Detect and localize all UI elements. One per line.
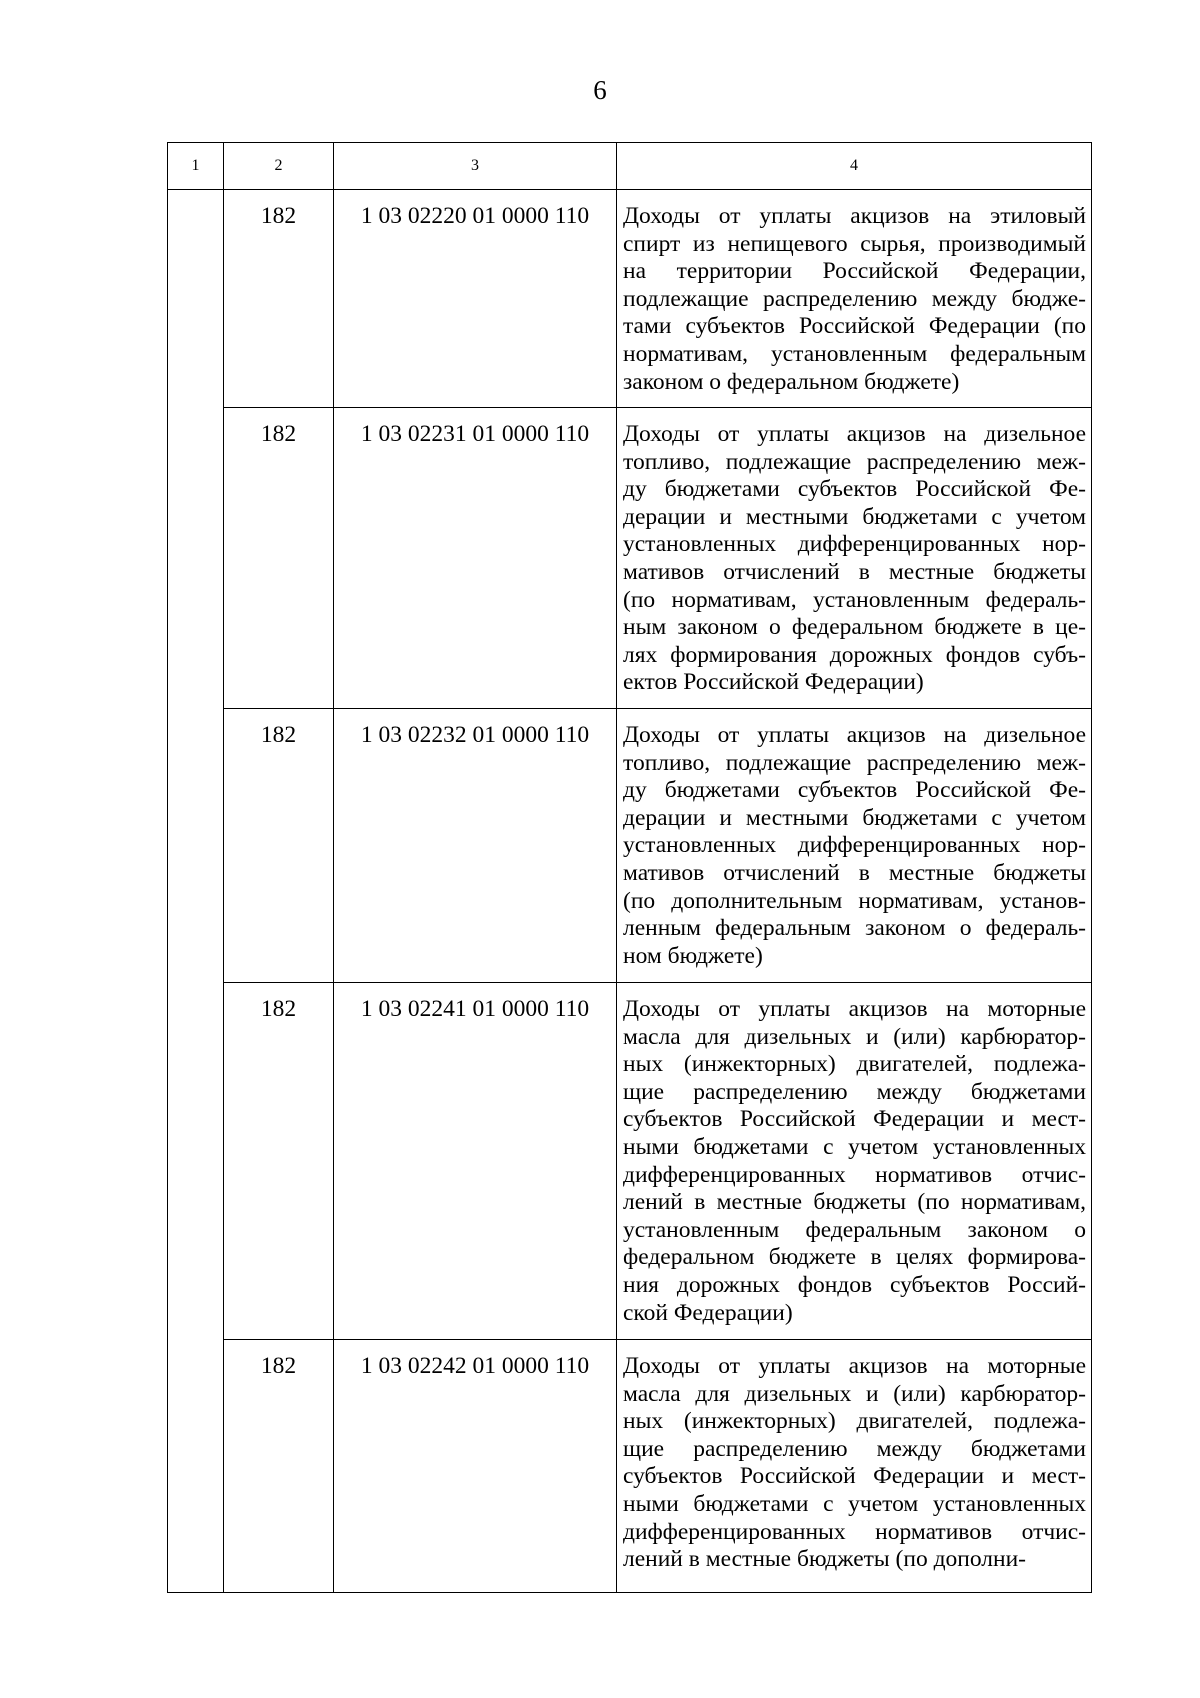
description-line: ным законом о федеральном бюджете в це- [623,614,1086,641]
revenue-description-cell [617,190,1092,408]
admin-code-cell: 182 [224,190,334,408]
description-line: масла для дизельных и (или) карбюратор- [623,1380,1086,1407]
table-row [168,709,1092,983]
revenue-description-cell [617,709,1092,983]
description-line: ду бюджетами субъектов Российской Фе- [623,476,1086,503]
description-line: Доходы от уплаты акцизов на этиловый [623,203,1086,229]
header-cell-col-1: 1 [168,143,224,190]
revenue-description-cell [617,1340,1092,1593]
description-line: установленных дифференцированных нор- [623,832,1086,859]
description-line: ном бюджете) [623,942,763,969]
description-line: федеральном бюджете в целях формирова- [623,1244,1086,1271]
budget-classification-code-cell: 1 03 02241 01 0000 110 [334,983,617,1340]
description-line: ных (инжекторных) двигателей, подлежа- [623,1408,1086,1435]
description-line: (по нормативам, установленным федераль- [623,586,1086,613]
description-line: установленных дифференцированных нор- [623,531,1086,558]
description-line: ными бюджетами с учетом установленных [623,1133,1086,1160]
description-line: лений в местные бюджеты (по нормативам, [623,1189,1086,1216]
description-line: на территории Российской Федерации, [623,258,1086,285]
description-line: спирт из непищевого сырья, производимый [623,230,1086,257]
description-line: Доходы от уплаты акцизов на моторные [623,996,1086,1022]
description-line: Доходы от уплаты акцизов на дизельное [623,421,1086,447]
description-line: дифференцированных нормативов отчис- [623,1161,1086,1188]
description-line: топливо, подлежащие распределению меж- [623,749,1086,776]
description-line: Доходы от уплаты акцизов на моторные [623,1353,1086,1379]
description-line: нормативам, установленным федеральным [623,340,1086,367]
header-cell-col-3: 3 [334,143,617,190]
table-row [168,408,1092,709]
description-line: установленным федеральным законом о [623,1216,1086,1243]
description-line: топливо, подлежащие распределению меж- [623,448,1086,475]
description-line: ду бюджетами субъектов Российской Фе- [623,777,1086,804]
description-line: ными бюджетами с учетом установленных [623,1490,1086,1517]
description-line: дифференцированных нормативов отчис- [623,1518,1086,1545]
budget-classification-code-cell: 1 03 02231 01 0000 110 [334,408,617,709]
header-cell-col-4: 4 [617,143,1092,190]
description-line: законом о федеральном бюджете) [623,368,960,395]
description-line: ния дорожных фондов субъектов Россий- [623,1271,1086,1298]
description-line: ных (инжекторных) двигателей, подлежа- [623,1051,1086,1078]
admin-code-cell: 182 [224,408,334,709]
header-cell-col-2: 2 [224,143,334,190]
revenue-codes-table-wrap [167,142,1091,1591]
description-line: ектов Российской Федерации) [623,669,924,696]
budget-classification-code-cell: 1 03 02220 01 0000 110 [334,190,617,408]
description-line: ской Федерации) [623,1299,793,1326]
table-header-row [168,143,1092,190]
description-line: Доходы от уплаты акцизов на дизельное [623,722,1086,748]
col-1-merged-cell [168,190,224,1593]
description-line: субъектов Российской Федерации и мест- [623,1106,1086,1133]
description-line: лений в местные бюджеты (по дополни- [623,1546,1027,1573]
table-body [168,143,1092,1593]
description-line: субъектов Российской Федерации и мест- [623,1463,1086,1490]
description-line: щие распределению между бюджетами [623,1435,1086,1462]
revenue-codes-table [167,142,1092,1593]
admin-code-cell: 182 [224,709,334,983]
page-number: 6 [593,75,607,105]
description-line: дерации и местными бюджетами с учетом [623,804,1086,831]
budget-classification-code-cell: 1 03 02242 01 0000 110 [334,1340,617,1593]
description-line: тами субъектов Российской Федерации (по [623,313,1086,340]
description-line: дерации и местными бюджетами с учетом [623,503,1086,530]
description-line: масла для дизельных и (или) карбюратор- [623,1023,1086,1050]
description-line: (по дополнительным нормативам, установ- [623,887,1086,914]
admin-code-cell: 182 [224,983,334,1340]
table-row [168,190,1092,408]
description-line: мативов отчислений в местные бюджеты [623,859,1086,886]
description-line: мативов отчислений в местные бюджеты [623,558,1086,585]
revenue-description-cell [617,983,1092,1340]
description-line: лях формирования дорожных фондов субъ- [623,641,1086,668]
description-line: щие распределению между бюджетами [623,1078,1086,1105]
table-row [168,1340,1092,1593]
admin-code-cell: 182 [224,1340,334,1593]
budget-classification-code-cell: 1 03 02232 01 0000 110 [334,709,617,983]
description-line: ленным федеральным законом о федераль- [623,915,1086,942]
description-line: подлежащие распределению между бюдже- [623,285,1086,312]
table-row [168,983,1092,1340]
revenue-description-cell [617,408,1092,709]
